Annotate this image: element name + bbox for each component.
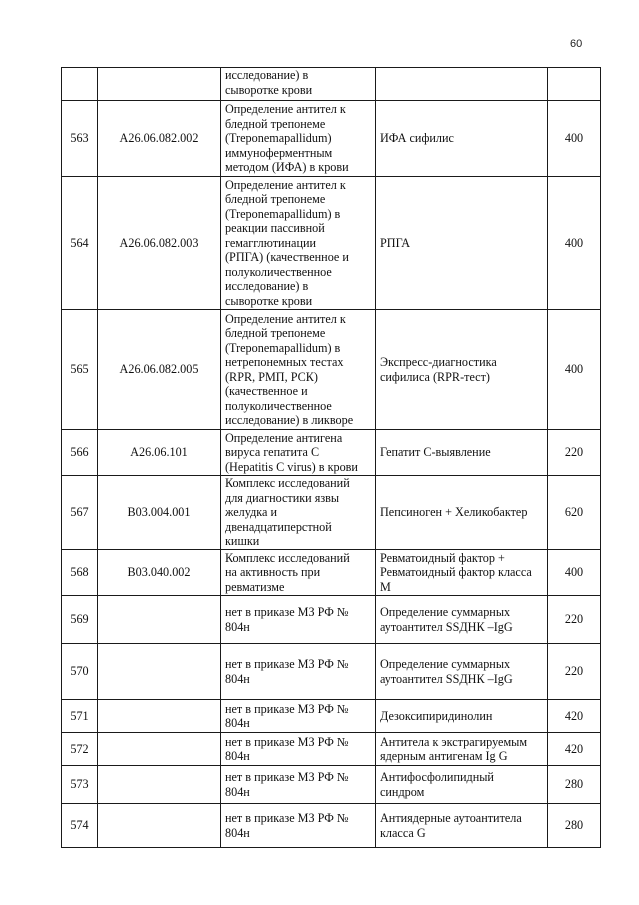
service-price: 400 bbox=[548, 177, 601, 310]
service-price: 220 bbox=[548, 430, 601, 476]
service-code bbox=[98, 596, 221, 644]
row-number: 573 bbox=[62, 766, 98, 804]
service-price: 280 bbox=[548, 766, 601, 804]
service-code: A26.06.082.005 bbox=[98, 310, 221, 430]
service-price: 400 bbox=[548, 310, 601, 430]
service-description: Комплекс исследований на активность при ревматизме bbox=[221, 550, 376, 596]
row-number: 563 bbox=[62, 101, 98, 177]
service-description: нет в приказе МЗ РФ № 804н bbox=[221, 700, 376, 733]
service-name: Пепсиноген + Хеликобактер bbox=[376, 476, 548, 550]
table-row bbox=[62, 476, 601, 550]
service-name: Гепатит С-выявление bbox=[376, 430, 548, 476]
service-price bbox=[548, 68, 601, 101]
service-name: Определение суммарных аутоантител SSДНК –IgG bbox=[376, 644, 548, 700]
table-row bbox=[62, 596, 601, 644]
table-row bbox=[62, 733, 601, 766]
service-description: Определение антител к бледной трепонеме (Treponemapallidum) в реакции пассивной гемагглютинации (РПГА) (качественное и полуколичественное исследование) в сыворотке крови bbox=[221, 177, 376, 310]
row-number: 565 bbox=[62, 310, 98, 430]
service-price: 420 bbox=[548, 700, 601, 733]
row-number: 564 bbox=[62, 177, 98, 310]
service-name: Определение суммарных аутоантител SSДНК –IgG bbox=[376, 596, 548, 644]
service-name bbox=[376, 68, 548, 101]
table-row bbox=[62, 101, 601, 177]
service-code: A26.06.101 bbox=[98, 430, 221, 476]
service-name: Экспресс-диагностика сифилиса (RPR-тест) bbox=[376, 310, 548, 430]
service-price: 220 bbox=[548, 596, 601, 644]
service-description: Определение антител к бледной трепонеме (Treponemapallidum) в нетрепонемных тестах (RPR, РМП, РСК) (качественное и полуколичественное исследование) в ликворе bbox=[221, 310, 376, 430]
service-code bbox=[98, 804, 221, 848]
service-description: исследование) в сыворотке крови bbox=[221, 68, 376, 101]
service-price: 420 bbox=[548, 733, 601, 766]
service-code: A26.06.082.002 bbox=[98, 101, 221, 177]
row-number: 571 bbox=[62, 700, 98, 733]
service-name: Антиядерные аутоантитела класса G bbox=[376, 804, 548, 848]
service-price: 220 bbox=[548, 644, 601, 700]
row-number: 570 bbox=[62, 644, 98, 700]
table-row bbox=[62, 700, 601, 733]
service-price: 400 bbox=[548, 101, 601, 177]
service-description: нет в приказе МЗ РФ № 804н bbox=[221, 766, 376, 804]
service-price: 620 bbox=[548, 476, 601, 550]
table-row bbox=[62, 430, 601, 476]
table-row bbox=[62, 804, 601, 848]
service-description: Комплекс исследований для диагностики язвы желудка и двенадцатиперстной кишки bbox=[221, 476, 376, 550]
service-name: ИФА сифилис bbox=[376, 101, 548, 177]
service-name: Антитела к экстрагируемым ядерным антигенам Ig G bbox=[376, 733, 548, 766]
service-code bbox=[98, 68, 221, 101]
page-number: 60 bbox=[570, 38, 583, 50]
service-name: Дезоксипиридинолин bbox=[376, 700, 548, 733]
service-code: A26.06.082.003 bbox=[98, 177, 221, 310]
service-code bbox=[98, 644, 221, 700]
service-code bbox=[98, 766, 221, 804]
price-table bbox=[61, 67, 601, 848]
service-description: нет в приказе МЗ РФ № 804н bbox=[221, 733, 376, 766]
service-code: B03.040.002 bbox=[98, 550, 221, 596]
service-description: нет в приказе МЗ РФ № 804н bbox=[221, 804, 376, 848]
service-description: Определение антител к бледной трепонеме (Treponemapallidum) иммуноферментным методом (ИФА) в крови bbox=[221, 101, 376, 177]
row-number: 566 bbox=[62, 430, 98, 476]
service-description: Определение антигена вируса гепатита С (Hepatitis C virus) в крови bbox=[221, 430, 376, 476]
row-number bbox=[62, 68, 98, 101]
service-code: B03.004.001 bbox=[98, 476, 221, 550]
service-name: Ревматоидный фактор + Ревматоидный фактор класса M bbox=[376, 550, 548, 596]
row-number: 568 bbox=[62, 550, 98, 596]
table-row bbox=[62, 766, 601, 804]
service-code bbox=[98, 733, 221, 766]
service-price: 280 bbox=[548, 804, 601, 848]
service-code bbox=[98, 700, 221, 733]
service-name: РПГА bbox=[376, 177, 548, 310]
service-description: нет в приказе МЗ РФ № 804н bbox=[221, 596, 376, 644]
row-number: 572 bbox=[62, 733, 98, 766]
service-price: 400 bbox=[548, 550, 601, 596]
row-number: 574 bbox=[62, 804, 98, 848]
table-row bbox=[62, 550, 601, 596]
row-number: 567 bbox=[62, 476, 98, 550]
table-row bbox=[62, 310, 601, 430]
service-description: нет в приказе МЗ РФ № 804н bbox=[221, 644, 376, 700]
table-row bbox=[62, 177, 601, 310]
row-number: 569 bbox=[62, 596, 98, 644]
table-row bbox=[62, 644, 601, 700]
table-row bbox=[62, 68, 601, 101]
service-name: Антифосфолипидный синдром bbox=[376, 766, 548, 804]
